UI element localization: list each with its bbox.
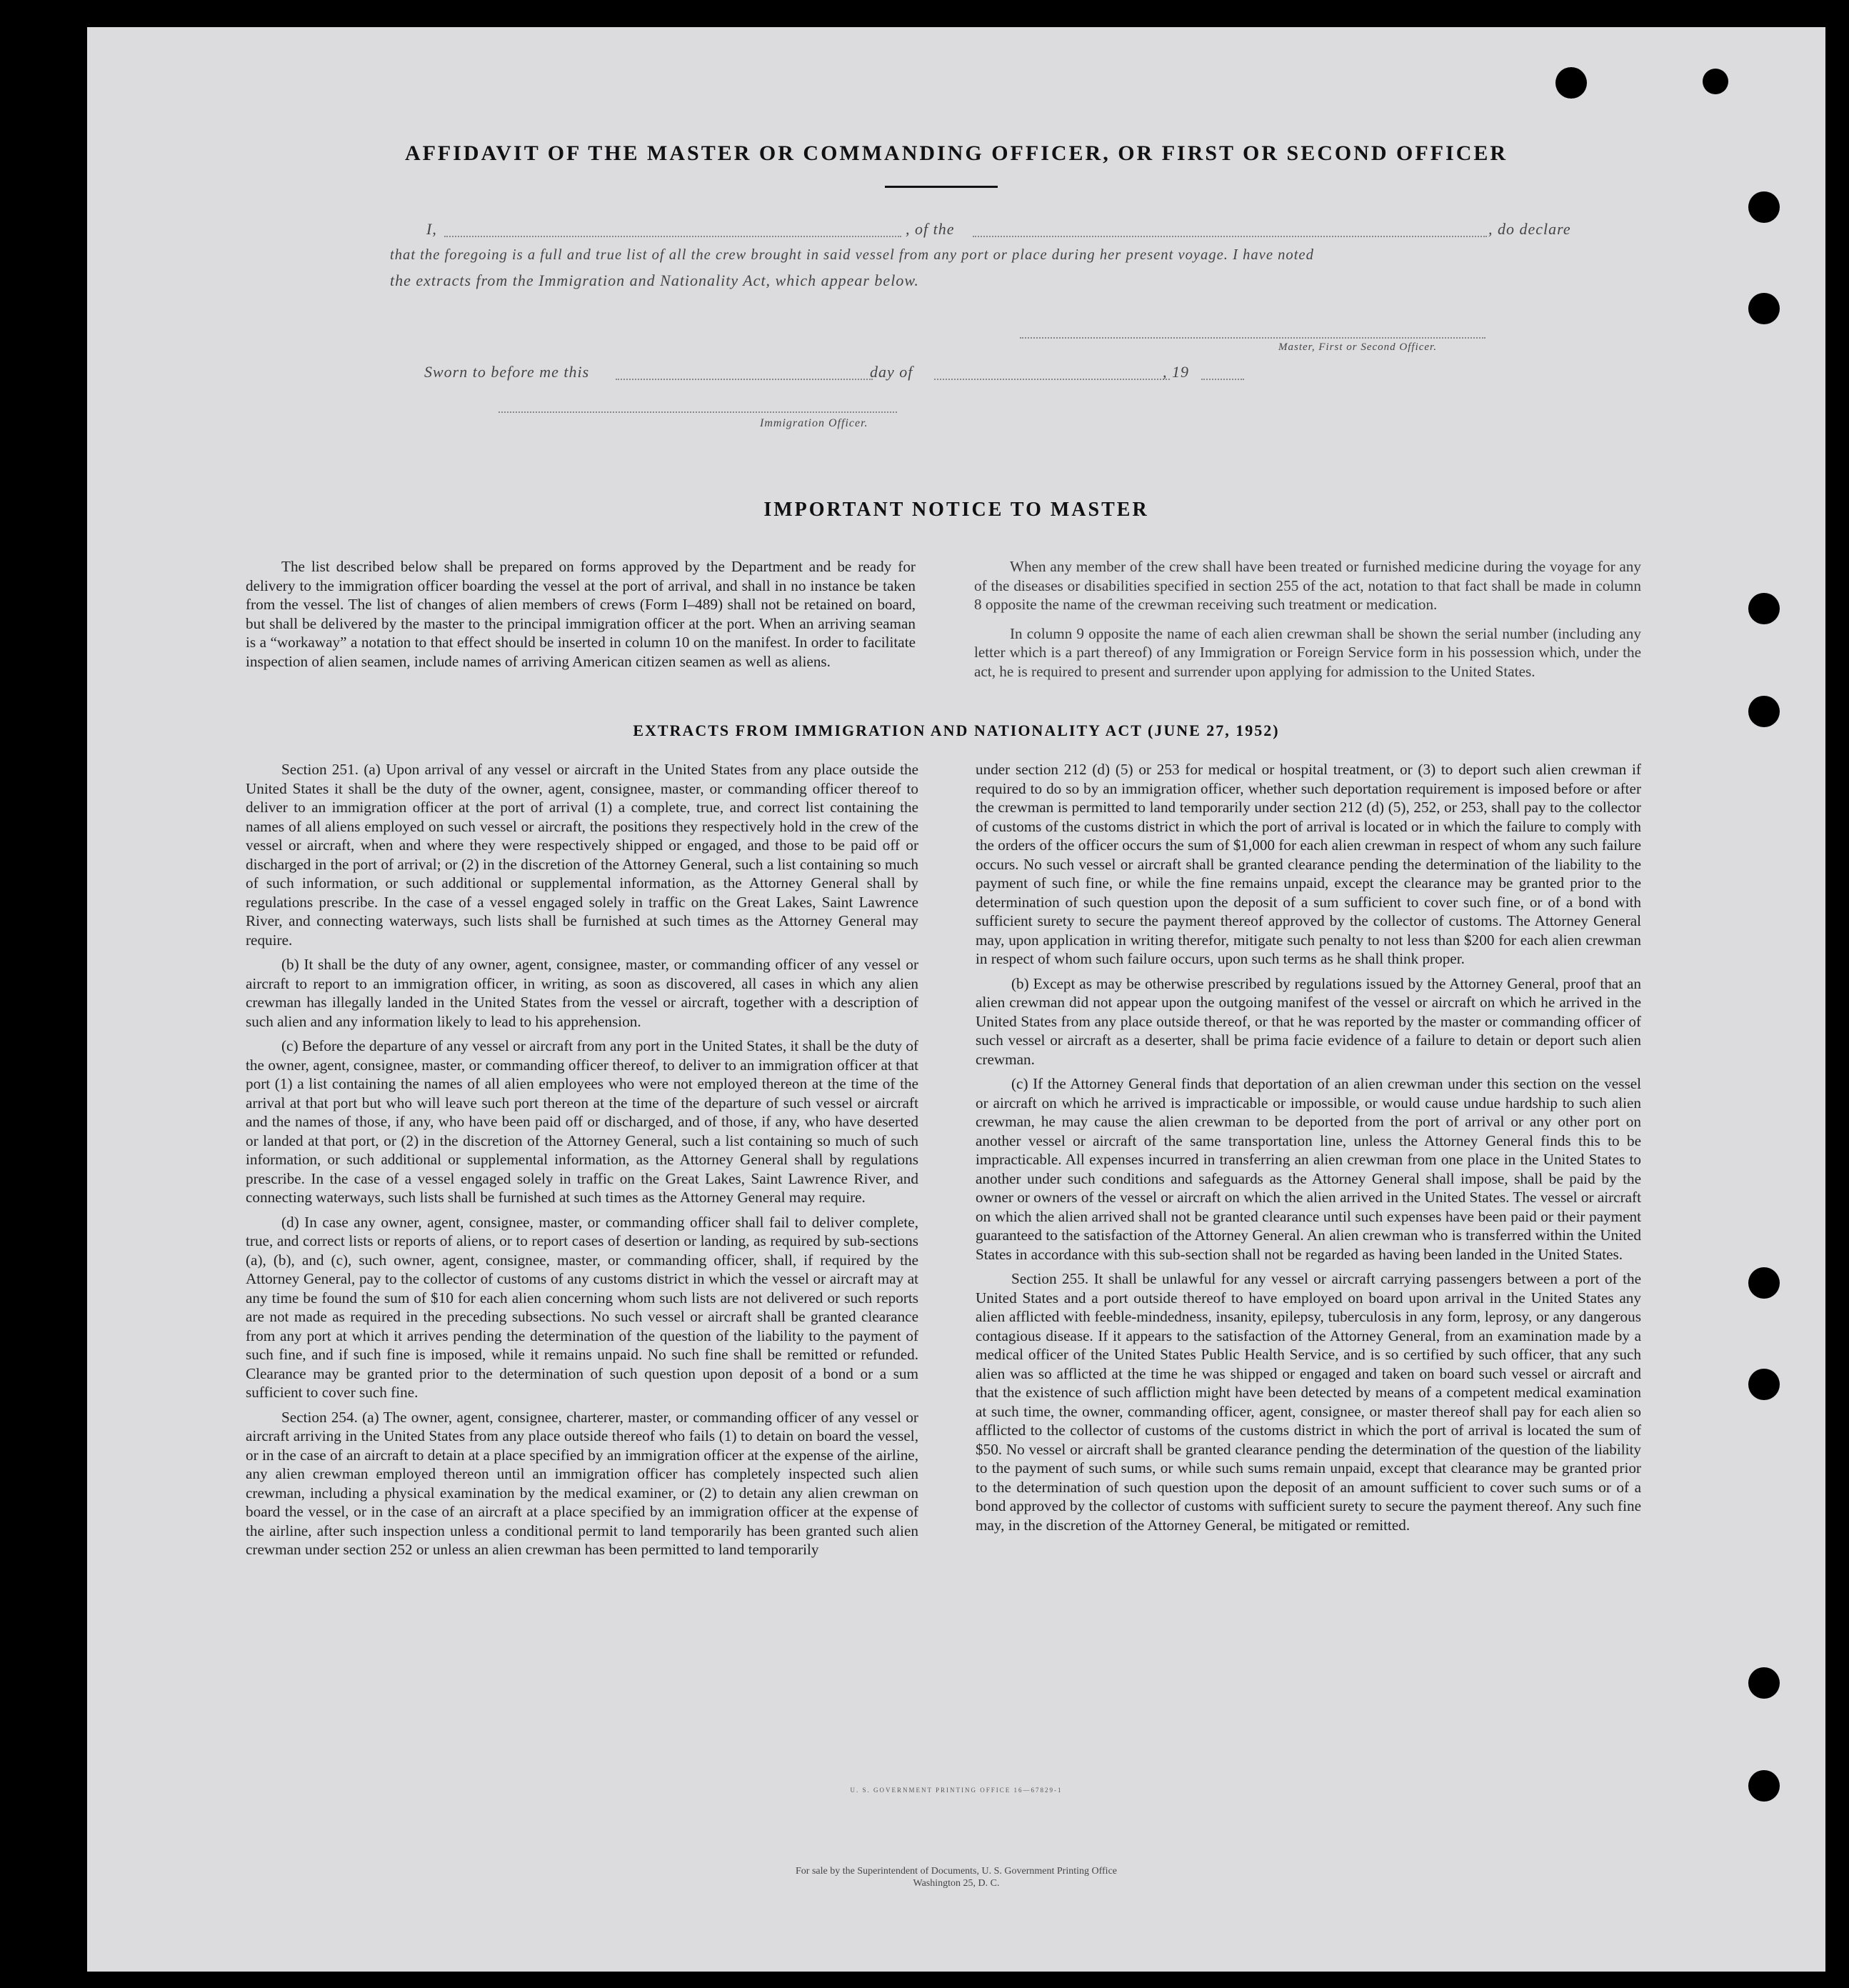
binder-hole-icon [1748, 191, 1780, 223]
immigration-officer-label: Immigration Officer. [760, 417, 868, 429]
notice-left-column [246, 557, 916, 676]
year-label: , 19 [1163, 363, 1189, 381]
master-signature-field[interactable] [1020, 337, 1485, 339]
sworn-month-field[interactable] [934, 379, 1170, 380]
affidavit-statement-line: the extracts from the Immigration and Nationality Act, which appear below. [390, 271, 919, 289]
act-section-paragraph: Section 251. (a) Upon arrival of any vessel or aircraft in the United States from any place outside the United States it shall be the duty of the owner, agent, consignee, master, or commanding officer thereof to deliver to an immigration officer at the port of arrival (1) a complete, true, and correct list containing the names of all aliens employed on such vessel or aircraft, the positions they respectively hold in the crew of the vessel or aircraft, when and where they were respectively shipped or engaged, and those to be paid off or discharged in the port of arrival; or (2) in the discretion of the Attorney General, such a list containing so much of such information, or such additional or supplemental information, as the Attorney General shall by regulations prescribe. In the case of a vessel engaged solely in traffic on the Great Lakes, Saint Lawrence River, and connecting waterways, such lists shall be furnished at such times as the Attorney General may require. [246, 761, 918, 949]
immigration-officer-signature-field[interactable] [498, 411, 897, 413]
sale-notice-line: For sale by the Superintendent of Documents, U. S. Government Printing Office [796, 1866, 1117, 1877]
notice-paragraph: The list described below shall be prepared on forms approved by the Department and be ready for delivery to the immigration officer boarding the vessel at the port of arrival, and shall in no instance be taken from the vessel. The list of changes of alien members of crews (Form I–489) shall not be retained on board, but shall be delivered by the master to the principal immigration officer at the port. When an arriving seaman is a “workaway” a notation to that effect should be inserted in column 10 on the manifest. In order to facilitate inspection of alien seamen, include names of arriving American citizen seamen as well as aliens. [246, 558, 916, 670]
notice-paragraph: In column 9 opposite the name of each alien crewman shall be shown the serial number (including any letter which is a part thereof) of any Immigration or Foreign Service form in his possession which, under the act, he is required to present and surrender upon applying for admission to the United States. [974, 624, 1641, 680]
act-section-paragraph: Section 254. (a) The owner, agent, consignee, charterer, master, or commanding officer of any vessel or aircraft arriving in the United States from any place outside thereof who fails (1) to detain on board the vessel, or in the case of an aircraft to detain at a place specified by an immigration officer at the expense of the airline, any alien crewman employed thereon until an immigration officer has completely inspected such alien crewman, including a physical examination by the medical examiner, or (2) to detain any alien crewman on board the vessel, or in the case of an aircraft at a place specified by an immigration officer at the expense of the airline, after such inspection unless a conditional permit to land temporarily has been granted such alien crewman under section 252 or unless an alien crewman has been permitted to land temporarily [246, 1408, 918, 1558]
sale-notice [87, 1865, 1825, 1889]
sworn-day-field[interactable] [616, 379, 873, 380]
sale-notice-line: Washington 25, D. C. [913, 1878, 1000, 1889]
notice-title: IMPORTANT NOTICE TO MASTER [763, 499, 1149, 521]
binder-hole-icon [1748, 1770, 1780, 1802]
binder-hole-icon [1748, 293, 1780, 324]
act-section-paragraph: (c) If the Attorney General finds that deportation of an alien crewman under this section on the vessel or aircraft on which he arrived is impracticable or impossible, or would cause undue hardship to such alien crewman, he may cause the alien crewman to be deported from the port of arrival or any other port on another vessel or aircraft of the same transportation line, unless the Attorney General finds this to be impracticable. All expenses incurred in transferring an alien crewman from one place in the United States to another under such conditions and safeguards as the Attorney General shall impose, shall be paid by the owner or owners of the vessel or aircraft on which the alien arrived in the United States. The vessel or aircraft on which the alien arrived shall not be granted clearance until such expenses have been paid or their payment guaranteed to the satisfaction of the Attorney General. An alien crewman who is transferred within the United States in accordance with this sub-section shall not be regarded as having been landed in the United States. [976, 1075, 1641, 1263]
extracts-right-column [976, 760, 1641, 1540]
master-signature-label: Master, First or Second Officer. [1278, 341, 1437, 353]
act-section-paragraph: (b) It shall be the duty of any owner, agent, consignee, master, or commanding officer of any vessel or aircraft to report to an immigration officer, in writing, as soon as discovered, all cases in which any alien crewman has illegally landed in the United States from the vessel or aircraft, together with a description of such alien and any information likely to lead to his apprehension. [246, 956, 918, 1030]
affidavit-statement-line: that the foregoing is a full and true list of all the crew brought in said vessel from any port or place during her present voyage. I have noted [390, 247, 1314, 263]
binder-hole-icon [1748, 1369, 1780, 1400]
printing-office-imprint: U. S. GOVERNMENT PRINTING OFFICE 16—67829-1 [850, 1787, 1063, 1794]
title-rule [885, 186, 998, 188]
notice-right-column [974, 557, 1641, 686]
act-section-paragraph: under section 212 (d) (5) or 253 for medical or hospital treatment, or (3) to deport such alien crewman if required to do so by an immigration officer, whether such deportation requirement is imposed before or after the crewman is permitted to land temporarily under section 212 (d) (5), 252, or 253, shall pay to the collector of customs of the customs district in which the port of arrival is located or in which the failure to comply with the orders of the officer occurs the sum of $1,000 for each alien crewman in respect of whom any such failure occurs. No such vessel or aircraft shall be granted clearance pending the determination of the liability to the payment of such fine, or while the fine remains unpaid, except the clearance may be granted prior to the determination of such question upon the deposit of a sum sufficient to cover such fine, or of a bond with sufficient surety to secure the payment thereof approved by the collector of customs. The Attorney General may, upon application in writing therefor, mitigate such penalty to not less than $200 for each alien crewman in respect of whom such failure occurs, upon such terms as he shall think proper. [976, 761, 1641, 967]
affidavit-i-label: I, [426, 220, 437, 238]
binder-hole-icon [1748, 593, 1780, 624]
affidavit-title: AFFIDAVIT OF THE MASTER OR COMMANDING OFFICER, OR FIRST OR SECOND OFFICER [404, 141, 1508, 165]
binder-hole-icon [1748, 1267, 1780, 1299]
extracts-left-column [246, 760, 918, 1565]
act-section-paragraph: (b) Except as may be otherwise prescribed by regulations issued by the Attorney General, proof that an alien crewman did not appear upon the outgoing manifest of the vessel or aircraft on which he arrived in the United States from any place outside thereof, or that he was reported by the master or commanding officer of such vessel or aircraft as a deserter, shall be prima facie evidence of a failure to detain or deport such alien crewman. [976, 974, 1641, 1068]
sworn-year-field[interactable] [1201, 379, 1244, 380]
binder-hole-icon [1703, 69, 1728, 94]
sworn-label: Sworn to before me this [424, 363, 590, 381]
affidavit-declare-label: , do declare [1488, 220, 1571, 238]
master-name-field[interactable] [444, 236, 901, 237]
binder-hole-icon [1555, 67, 1587, 99]
notice-paragraph: When any member of the crew shall have been treated or furnished medicine during the voyage for any of the diseases or disabilities specified in section 255 of the act, notation to that fact shall be made in column 8 opposite the name of the crewman receiving such treatment or medication. [974, 558, 1641, 613]
vessel-name-field[interactable] [973, 236, 1487, 237]
document-page [87, 27, 1825, 1972]
act-section-paragraph: (d) In case any owner, agent, consignee, master, or commanding officer shall fail to deliver complete, true, and correct lists or reports of aliens, or to report cases of desertion or landing, as required by sub-sections (a), (b), and (c), such owner, agent, consignee, master, or commanding officer, shall, if required by the Attorney General, pay to the collector of customs of any customs district in which the vessel or aircraft may at any time be found the sum of $10 for each alien concerning whom such lists are not delivered or such reports are not made as required in the preceding subsections. No such vessel or aircraft shall be granted clearance from any port at which it arrives pending the determination of the question of the liability to the payment of such fine, and if such fine is imposed, while it remains unpaid. No such fine shall be remitted or refunded. Clearance may be granted prior to the determination of such question upon deposit of a bond or a sum sufficient to cover such fine. [246, 1213, 918, 1401]
binder-hole-icon [1748, 1667, 1780, 1699]
affidavit-of-the-label: , of the [906, 220, 955, 238]
act-section-paragraph: (c) Before the departure of any vessel or aircraft from any port in the United States, it shall be the duty of the owner, agent, consignee, master, or commanding officer thereof, to deliver to an immigration officer at that port (1) a list containing the names of all alien employees who were not employed thereon at the time of the arrival at that port but who will leave such port thereon at the time of the departure of such vessel or aircraft and the names of those, if any, who have been paid off or discharged, and of those, if any, who have deserted or landed at that port, or (2) in the discretion of the Attorney General, such a list containing so much of such information, or such additional or supplemental information, as the Attorney General shall by regulations prescribe. In the case of a vessel engaged solely in traffic on the Great Lakes, Saint Lawrence River, and connecting waterways, such lists shall be furnished at such times as the Attorney General may require. [246, 1037, 918, 1206]
extracts-title: EXTRACTS FROM IMMIGRATION AND NATIONALITY ACT (JUNE 27, 1952) [633, 721, 1280, 739]
act-section-paragraph: Section 255. It shall be unlawful for any vessel or aircraft carrying passengers between a port of the United States and a port outside thereof to have employed on board upon arrival in the United States any alien afflicted with feeble-mindedness, insanity, epilepsy, tuberculosis in any form, leprosy, or any dangerous contagious disease. If it appears to the satisfaction of the Attorney General, from an examination made by a medical officer of the United States Public Health Service, and is so certified by such officer, that any such alien was so afflicted at the time he was shipped or engaged and taken on board such vessel or aircraft and that the existence of such affliction might have been detected by means of a competent medical examination at such time, the owner, commanding officer, agent, consignee, or master thereof shall pay for each alien so afflicted to the collector of customs of the customs district in which the port of arrival is located the sum of $50. No vessel or aircraft shall be granted clearance pending the determination of the question of the liability to the payment of such sums, or while such sums remain unpaid, except that clearance may be granted prior to the determination of such question upon the deposit of an amount sufficient to cover such sums or of a bond approved by the collector of customs with sufficient surety to secure the payment thereof. Any such fine may, in the discretion of the Attorney General, be mitigated or remitted. [976, 1270, 1641, 1534]
day-of-label: day of [870, 363, 913, 381]
